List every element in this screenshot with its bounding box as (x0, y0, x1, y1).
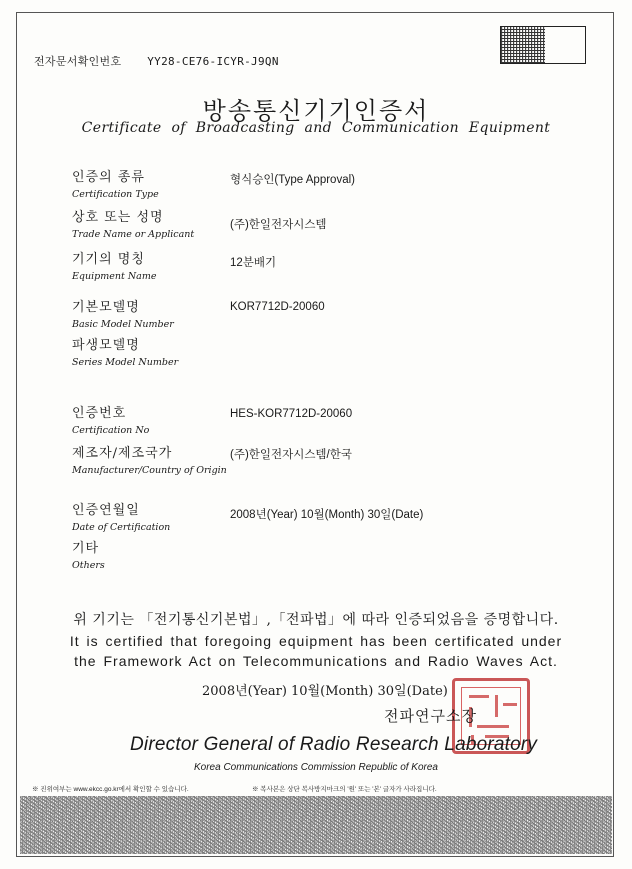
field-value-certification-type: 형식승인(Type Approval) (230, 174, 355, 186)
field-label-en: Manufacturer/Country of Origin (72, 465, 227, 476)
seal-stroke (477, 725, 509, 728)
statement-date: 2008년(Year) 10월(Month) 30일(Date) (202, 684, 448, 699)
title-korean: 방송통신기기인증서 (202, 97, 430, 125)
footer-note-copy: ※ 복사본은 상단 복사방지마크의 '원' 또는 '본' 글자가 사라집니다. (252, 786, 437, 793)
field-series-model (72, 338, 178, 369)
field-label-en: Series Model Number (72, 357, 179, 368)
field-value-manufacturer: (주)한일전자시스템/한국 (230, 449, 352, 461)
certification-statement (0, 610, 632, 672)
title-english: Certificate of Broadcasting and Communication Equipment (81, 120, 551, 136)
field-value-equipment-name: 12분배기 (230, 257, 277, 269)
field-value-basic-model: KOR7712D-20060 (230, 301, 325, 313)
field-others (72, 541, 105, 572)
field-label-en: Others (72, 560, 105, 571)
statement-english-line2: the Framework Act on Telecommunications and Radio Waves Act. (74, 653, 558, 669)
anti-copy-pattern (20, 796, 612, 854)
document-number (34, 53, 279, 69)
document-number-label: 전자문서확인번호 (34, 55, 122, 68)
statement-english-line1: It is certified that foregoing equipment has been certificated under (69, 632, 563, 649)
footer-notes (20, 781, 612, 797)
field-trade-name (72, 210, 194, 241)
copy-protection-mark (500, 26, 586, 64)
field-date-of-certification (72, 503, 170, 534)
field-label-ko: 파생모델명 (72, 338, 140, 353)
field-label-en: Certification Type (72, 189, 159, 200)
document-number-value: YY28-CE76-ICYR-J9QN (147, 55, 279, 68)
field-label-ko: 인증연월일 (72, 503, 140, 518)
field-manufacturer (72, 446, 227, 477)
field-value-certification-no: HES-KOR7712D-20060 (230, 408, 353, 420)
field-label-ko: 기기의 명칭 (72, 252, 145, 267)
issuer-organization: Korea Communications Commission Republic of Korea (194, 762, 438, 773)
field-equipment-name (72, 252, 156, 283)
field-label-en: Basic Model Number (72, 319, 174, 330)
field-basic-model (72, 300, 174, 331)
field-label-en: Certification No (72, 425, 150, 436)
issuer-korean: 전파연구소장 (384, 707, 477, 725)
seal-stroke (503, 703, 517, 706)
field-certification-no (72, 406, 149, 437)
field-label-ko: 상호 또는 성명 (72, 210, 164, 225)
seal-stroke (495, 695, 498, 717)
field-label-en: Equipment Name (72, 271, 157, 282)
field-label-ko: 인증의 종류 (72, 170, 145, 185)
seal-stroke (469, 695, 489, 698)
field-label-ko: 인증번호 (72, 406, 127, 421)
field-certification-type (72, 170, 159, 201)
footer-note-verification: ※ 진위여부는 www.ekcc.go.kr에서 확인할 수 있습니다. (32, 786, 189, 793)
issuer-english: Director General of Radio Research Laboratory (130, 734, 538, 755)
field-label-en: Trade Name or Applicant (72, 229, 195, 240)
field-label-en: Date of Certification (72, 522, 171, 533)
statement-korean: 위 기기는 「전기통신기본법」,「전파법」에 따라 인증되었음을 증명합니다. (73, 612, 559, 628)
field-value-trade-name: (주)한일전자시스템 (230, 219, 327, 231)
field-label-ko: 기본모델명 (72, 300, 140, 315)
field-label-ko: 제조자/제조국가 (72, 446, 173, 461)
field-label-ko: 기타 (72, 541, 100, 556)
copy-protection-pattern (501, 27, 545, 63)
field-value-date-of-certification: 2008년(Year) 10월(Month) 30일(Date) (230, 509, 424, 521)
